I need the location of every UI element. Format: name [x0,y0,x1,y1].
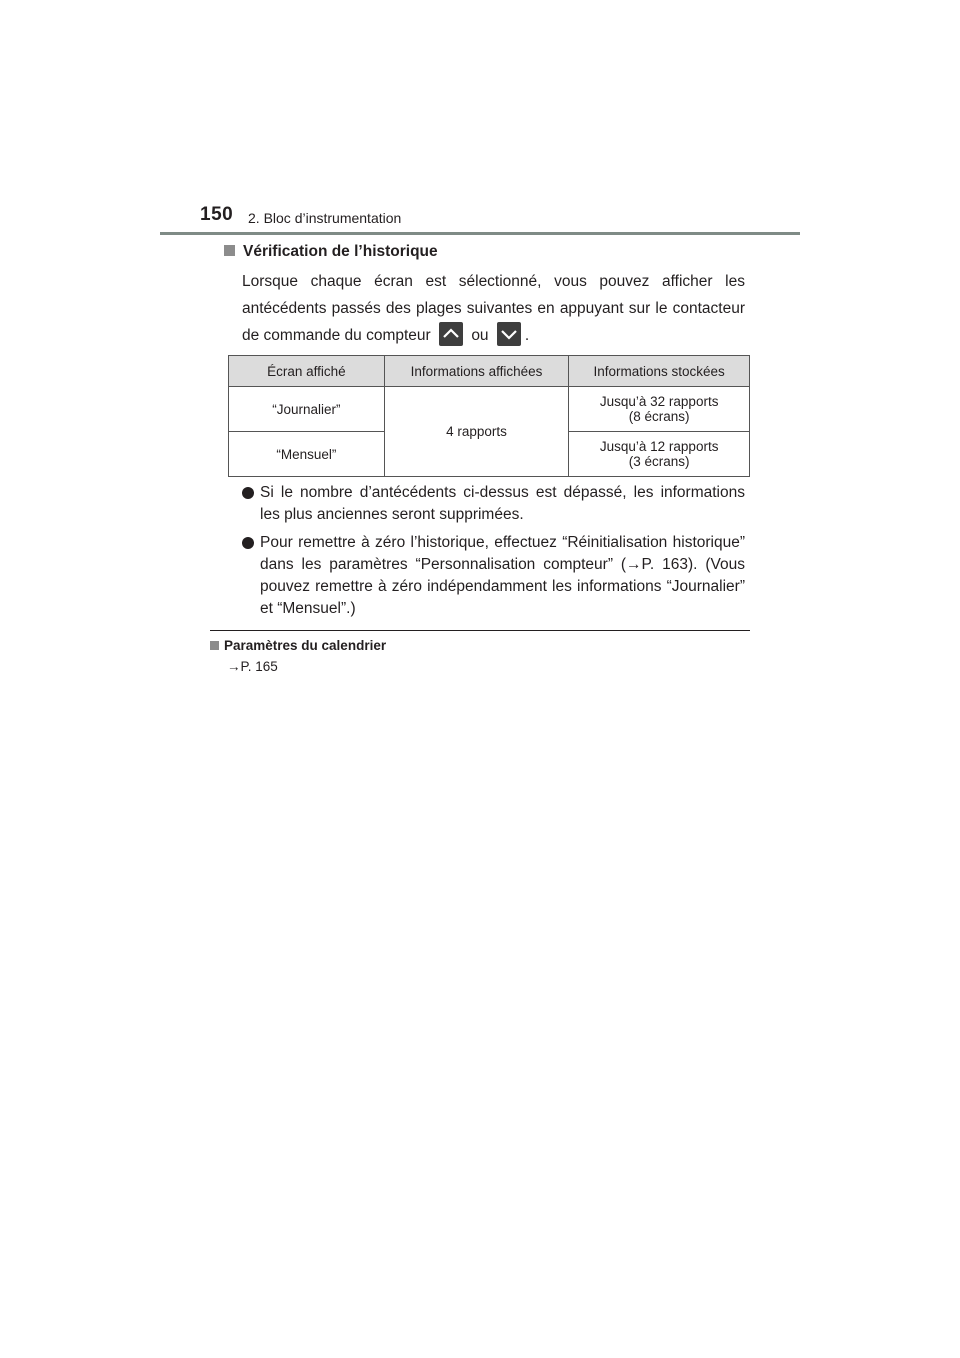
section-heading [224,243,438,261]
page-number: 150 [200,204,234,225]
list-item: Si le nombre d’antécédents ci-dessus est dépassé, les informations les plus anciennes seront supprimées. [242,482,745,526]
square-bullet-icon [210,641,219,650]
square-bullet-icon [224,245,235,256]
footnote-rule [210,630,750,631]
table-cell-stored: Jusqu’à 12 rapports (3 écrans) [569,432,750,477]
table-cell-screen: “Journalier” [229,387,385,432]
footnote-title: Paramètres du calendrier [224,638,387,653]
bullet-dot-icon [242,487,254,499]
chevron-up-icon [439,322,463,346]
table-cell-shown: 4 rapports [384,387,569,477]
table-header-shown: Informations affichées [384,356,569,387]
table-header-screen: Écran affiché [229,356,385,387]
header-rule [160,232,800,235]
footnote-heading [210,638,386,653]
table-cell-stored: Jusqu’à 32 rapports (8 écrans) [569,387,750,432]
bullet-list [242,482,745,626]
table-cell-screen: “Mensuel” [229,432,385,477]
running-head: 2. Bloc d’instrumentation [248,210,402,226]
section-title: Vérification de l’historique [243,243,438,260]
table-row [229,387,750,432]
chevron-down-icon [497,322,521,346]
bullet-dot-icon [242,537,254,549]
history-table [228,355,750,477]
list-item: Pour remettre à zéro l’historique, effectuez “Réinitialisation historique” dans les paramètres “Personnalisation compteur” (→P. 163). (Vous pouvez remettre à zéro indépendamment les informations “Journalier” et “Mensuel”.) [242,532,745,620]
footnote-page-reference: →P. 165 [227,659,278,674]
end-text: . [524,327,530,344]
intro-text: Lorsque chaque écran est sélectionné, vous pouvez afficher les antécédents passés des plages suivantes en appuyant sur le contacteur de commande du compteur [242,273,745,344]
intro-paragraph [242,268,745,349]
table-header-stored: Informations stockées [569,356,750,387]
or-text: ou [471,327,489,344]
